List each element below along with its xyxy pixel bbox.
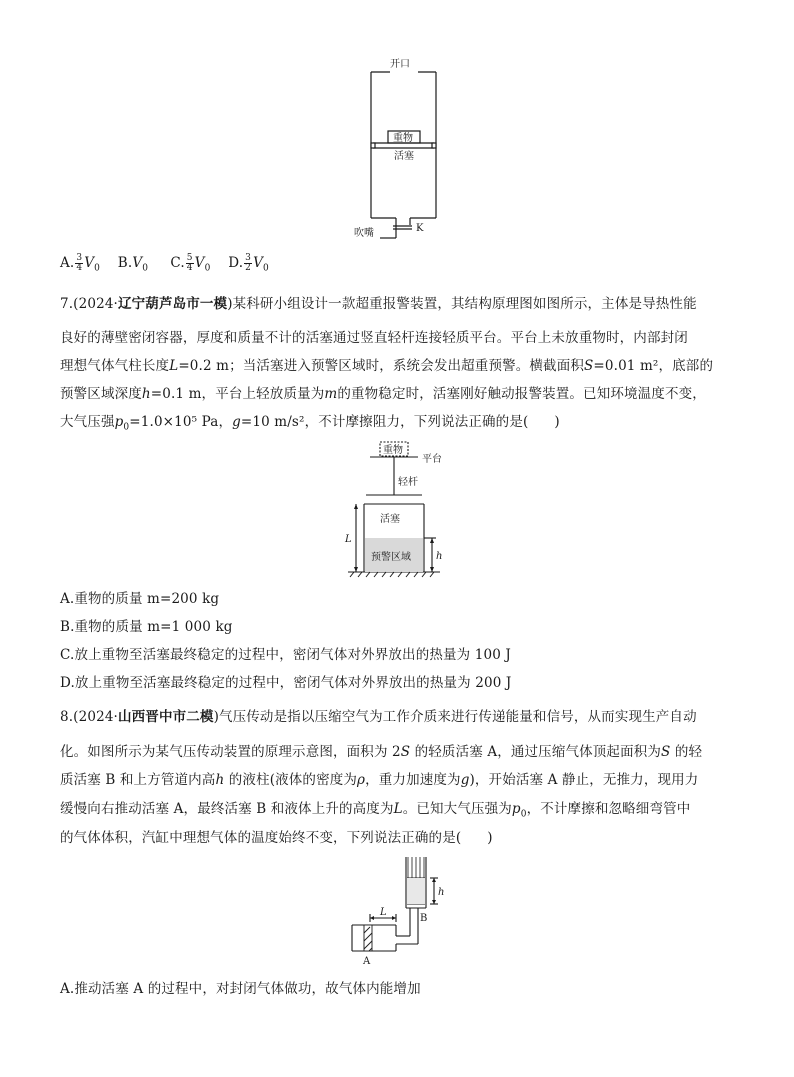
q8-stem-line1: 8.(2024·山西晋中市二模)气压传动是指以压缩空气为工作介质来进行传递能量和信号，从而实现生产自动 [60,709,697,725]
figure-overweight-alarm [340,438,460,580]
label-h: h [438,887,445,898]
figure-piston-cylinder [350,55,460,245]
q7-stem-line5: 大气压强$p_0=1.0\times 10^5$ Pa，g=10 m/s²，不计摩擦阻力，下列说法正确的是( ) [60,414,560,433]
label-rod: 轻杆 [398,477,418,488]
q7-stem-line2: 良好的薄壁密闭容器，厚度和质量不计的活塞通过竖直轻杆连接轻质平台。平台上未放重物时，内部封闭 [60,330,688,346]
label-valve: K [416,223,424,234]
label-h: h [436,551,443,562]
q7-stem-line3: 理想气体气柱长度L=0.2 m；当活塞进入预警区域时，系统会发出超重预警。横截面积S=0.01 m²，底部的 [60,358,714,374]
q7-stem-line1: 7.(2024·辽宁葫芦岛市一模)某科研小组设计一款超重报警装置，其结构原理图如图所示，主体是导热性能 [60,296,697,312]
label-B: B [420,913,428,924]
q8-stem-line2: 化。如图所示为某气压传动装置的原理示意图，面积为 2S 的轻质活塞 A，通过压缩气体顶起面积为S 的轻 [60,744,703,760]
label-nozzle: 吹嘴 [354,228,374,239]
q8-option-a: A.推动活塞 A 的过程中，对封闭气体做功，故气体内能增加 [60,981,421,997]
q8-stem-line4: 缓慢向右推动活塞 A，最终活塞 B 和液体上升的高度为L。已知大气压强为$p_0$，不计摩擦和忽略细弯管中 [60,801,691,820]
q6-option-c: C. $\frac{5}{4}$ $V_0$ [170,253,211,274]
q6-option-a: A. $\frac{3}{4}$ $V_0$ [60,253,101,274]
q6-option-d: D. $\frac{3}{2}$ $V_0$ [228,253,269,274]
q7-stem-line4: 预警区域深度h=0.1 m，平台上轻放质量为m的重物稳定时，活塞刚好触动报警装置。已知环境温度不变， [60,386,706,402]
label-open: 开口 [390,59,410,70]
q8-source: 山西晋中市二模 [118,709,214,725]
q6-option-b: $B.V_0$ [117,255,149,274]
q7-option-a: A.重物的质量 m=200 kg [60,591,220,607]
label-A: A [363,956,371,967]
q6-options [60,254,269,274]
q8-stem-line3: 质活塞 B 和上方管道内高h 的液柱(液体的密度为ρ，重力加速度为g)，开始活塞 A 静止，无推力，现用力 [60,772,699,788]
q7-option-b: B.重物的质量 m=1 000 kg [60,619,233,635]
q7-option-c: C.放上重物至活塞最终稳定的过程中，密闭气体对外界放出的热量为 100 J [60,647,511,663]
label-platform: 平台 [422,454,442,465]
q7-source: 辽宁葫芦岛市一模 [118,296,228,312]
label-L: L [380,907,387,918]
label-weight: 重物 [393,133,413,144]
label-piston: 活塞 [380,514,400,525]
label-piston: 活塞 [394,151,414,162]
label-L: L [345,534,352,545]
liquid-column [407,878,425,904]
label-weight: 重物 [383,445,403,456]
label-warning-zone: 预警区域 [371,552,411,563]
figure-pneumatic-drive [350,852,460,970]
q7-option-d: D.放上重物至活塞最终稳定的过程中，密闭气体对外界放出的热量为 200 J [60,675,512,691]
q8-stem-line5: 的气体体积，汽缸中理想气体的温度始终不变，下列说法正确的是( ) [60,830,493,846]
